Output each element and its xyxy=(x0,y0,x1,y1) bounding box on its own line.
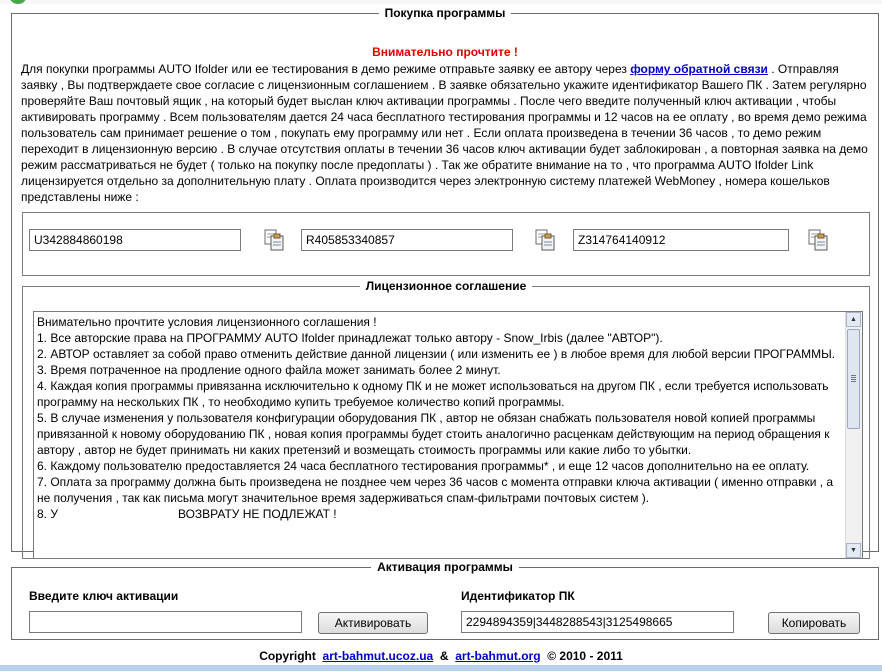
bottom-bar xyxy=(0,665,882,671)
pc-id-field[interactable] xyxy=(461,611,734,633)
footer-link-ucoz[interactable]: art-bahmut.ucoz.ua xyxy=(322,649,434,663)
license-legend: Лицензионное соглашение xyxy=(365,279,527,293)
purchase-section xyxy=(11,6,879,552)
copy-clipboard-icon[interactable] xyxy=(534,228,556,252)
scroll-grip-icon xyxy=(851,375,856,376)
footer-link-org[interactable]: art-bahmut.org xyxy=(455,649,541,663)
footer-amp: & xyxy=(439,649,449,663)
activation-key-input[interactable] xyxy=(29,611,302,633)
scroll-down-arrow-icon[interactable]: ▼ xyxy=(846,543,861,558)
license-section xyxy=(22,279,870,559)
purchase-intro xyxy=(21,61,871,205)
copy-clipboard-icon[interactable] xyxy=(807,228,829,252)
footer xyxy=(0,649,882,663)
intro-text-after: . Отправляя заявку , Вы подтверждаете свое согласие с лицензионным соглашением . В заявке обязательно укажите идентификатор Вашего ПК . Затем регулярно проверяйте Ваш почтовый ящик , на который будет выслан ключ активации программы . После чего введите полученный ключ активации , чтобы активировать программу . Всем пользователям дается 24 часа бесплатного тестирования программы и 12 часов на ее оплату , во время демо режима пользователь сам принимает решение о том , покупать ему программу или нет . Если оплата произведена в течении 36 часов , то демо режим переходит в лицензионную версию . В случае отсутствия оплаты в течении 36 часов ключ активации будет заблокирован , а повторная заявка на демо режим рассматриваться не будет ( только на покупку после предоплаты ) . Так же обратите внимание на то , что программа AUTO Ifolder Link лицензируется отдельно за дополнительную плату . Оплата производится через электронную систему платежей WebMoney , номера кошельков представлены ниже : xyxy=(21,62,868,204)
scroll-up-arrow-icon[interactable]: ▲ xyxy=(846,312,861,327)
activation-section xyxy=(11,560,879,640)
copy-button[interactable]: Копировать xyxy=(768,612,860,634)
warning-title: Внимательно прочтите ! xyxy=(372,45,518,59)
footer-years: © 2010 - 2011 xyxy=(547,649,623,663)
wallets-box xyxy=(22,212,870,276)
activation-legend: Активация программы xyxy=(377,560,513,574)
activation-key-label: Введите ключ активации xyxy=(29,589,179,603)
top-strip xyxy=(0,0,882,4)
copyright-label: Copyright xyxy=(259,649,316,663)
pc-id-label: Идентификатор ПК xyxy=(461,589,575,603)
activate-button[interactable]: Активировать xyxy=(318,612,428,634)
feedback-form-link[interactable]: форму обратной связи xyxy=(630,62,768,76)
wallet-u-field[interactable] xyxy=(29,229,241,251)
copy-clipboard-icon[interactable] xyxy=(263,228,285,252)
wallet-r-field[interactable] xyxy=(301,229,513,251)
scroll-thumb[interactable] xyxy=(847,329,860,429)
license-textarea[interactable] xyxy=(33,311,863,559)
license-text: Внимательно прочтите условия лицензионного соглашения ! 1. Все авторские права на ПРОГРАММУ AUTO Ifolder принадлежат только автору - Snow_Irbis (далее "АВТОР"). 2. АВТОР оставляет за собой право отменить действие данной лицензии ( или изменить ее ) в любое время для любой версии ПРОГРАММЫ. 3. Время потраченное на продление одного файла может занимать более 2 минут. 4. Каждая копия программы привязанна исключительно к одному ПК и не может использоваться на другом ПК , если требуется использовать программу на нескольких ПК , то необходимо купить требуемое количество копий программы. 5. В случае изменения у пользователя конфигурации оборудования ПК , автор не обязан снабжать пользователя новой копией программы привязанной к новому оборудованию ПК , новая копия программы будет стоить аналогично расценкам действующим на период обращения к автору , автор не будет принимать ни каких претензий и возмещать стоимость программы или какие либо то убытки. 6. Каждому пользователю предоставляется 24 часа бесплатного тестирования программы* , и еще 12 часов дополнительно на ее оплату. 7. Оплата за программу должна быть произведена не позднее чем через 36 часов с момента отправки ключа активации ( именно отправки , а не получения , так как письма могут значительное время задерживаться спам-фильтрами почтовых систем ). 8. У ВОЗВРАТУ НЕ ПОДЛЕЖАТ ! xyxy=(37,315,836,521)
intro-text-before: Для покупки программы AUTO Ifolder или ее тестирования в демо режиме отправьте заявку ее автору через xyxy=(21,62,631,76)
license-scrollbar[interactable] xyxy=(845,312,862,558)
wallet-z-field[interactable] xyxy=(573,229,789,251)
purchase-legend: Покупка программы xyxy=(384,6,506,20)
